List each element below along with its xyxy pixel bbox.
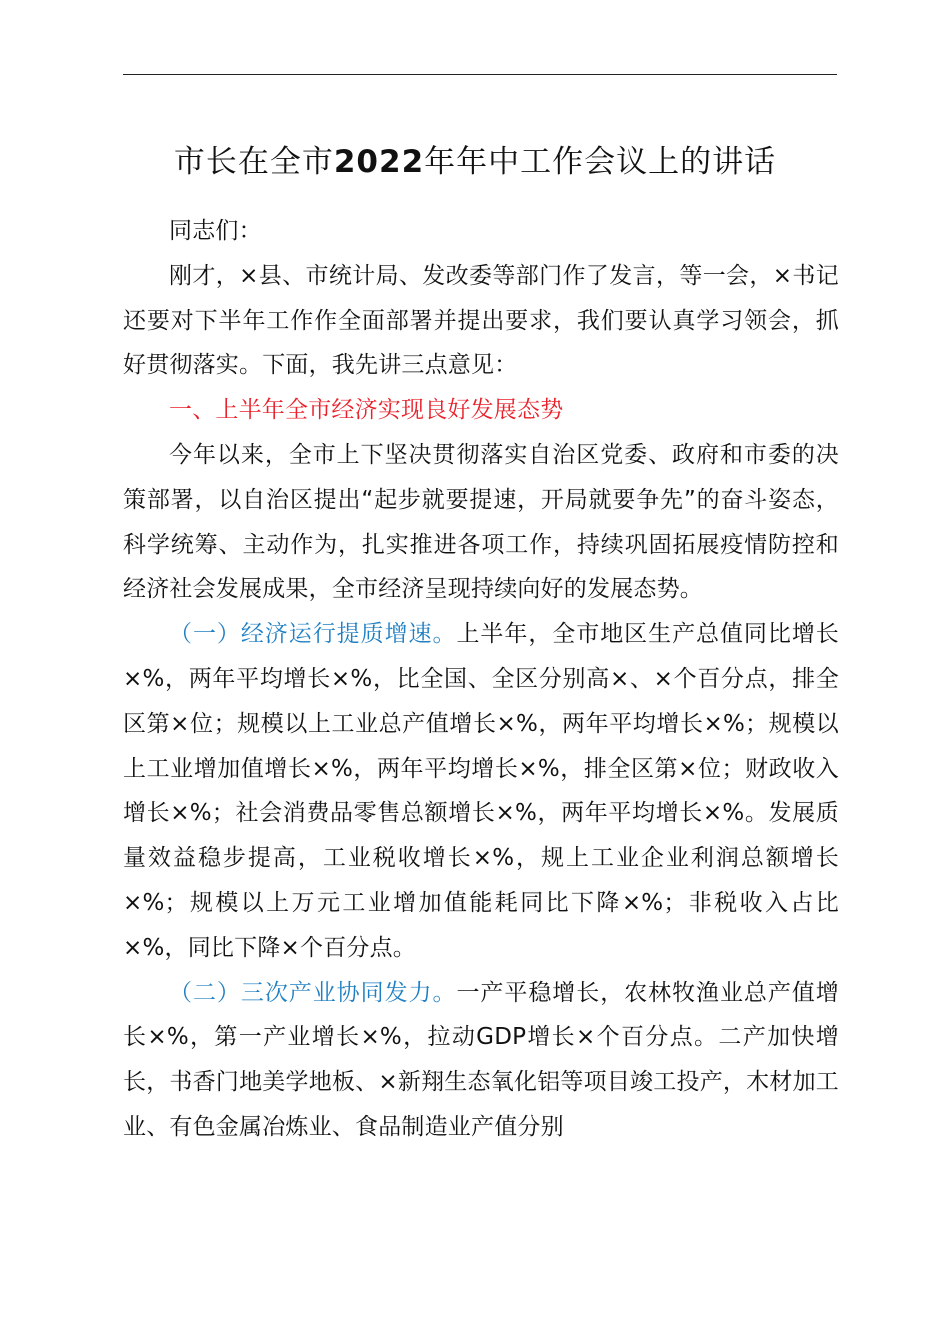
- point-1-paragraph: [123, 612, 839, 970]
- document-body: [123, 209, 839, 1150]
- title-prefix: 市长在全市: [173, 144, 334, 180]
- intro-paragraph: 刚才，×县、市统计局、发改委等部门作了发言，等一会，×书记还要对下半年工作作全面部署并提出要求，我们要认真学习领会，抓好贯彻落实。下面，我先讲三点意见：: [123, 262, 839, 379]
- salutation: 同志们：: [169, 218, 262, 244]
- point-2-text: 一产平稳增长，农林牧渔业总产值增长×%，第一产业增长×%，拉动GDP增长×个百分点。二产加快增长，书香门地美学地板、×新翔生态氧化铝等项目竣工投产，木材加工业、有色金属冶炼业、食品制造业产值分别: [123, 979, 839, 1140]
- point-1-text: 上半年，全市地区生产总值同比增长×%，两年平均增长×%，比全国、全区分别高×、×个百分点，排全区第×位；规模以上工业总产值增长×%，两年平均增长×%；规模以上工业增加值增长×%，两年平均增长×%，排全区第×位；财政收入增长×%；社会消费品零售总额增长×%，两年平均增长×%。发展质量效益稳步提高，工业税收增长×%，规上工业企业利润总额增长×%；规模以上万元工业增加值能耗同比下降×%；非税收入占比×%，同比下降×个百分点。: [123, 621, 839, 961]
- header-rule: [123, 74, 837, 75]
- section-1-paragraph: 今年以来，全市上下坚决贯彻落实自治区党委、政府和市委的决策部署，以自治区提出“起步就要提速，开局就要争先”的奋斗姿态，科学统筹、主动作为，扎实推进各项工作，持续巩固拓展疫情防控和经济社会发展成果，全市经济呈现持续向好的发展态势。: [123, 441, 839, 603]
- section-heading-1: 一、上半年全市经济实现良好发展态势: [169, 397, 564, 424]
- document-title: [0, 140, 950, 184]
- title-suffix: 年年中工作会议上的讲话: [424, 144, 777, 180]
- point-2-paragraph: [123, 971, 839, 1150]
- title-year: 2022: [333, 144, 425, 180]
- point-heading-1: （一）经济运行提质增速。: [169, 621, 457, 648]
- point-heading-2: （二）三次产业协同发力。: [169, 979, 457, 1006]
